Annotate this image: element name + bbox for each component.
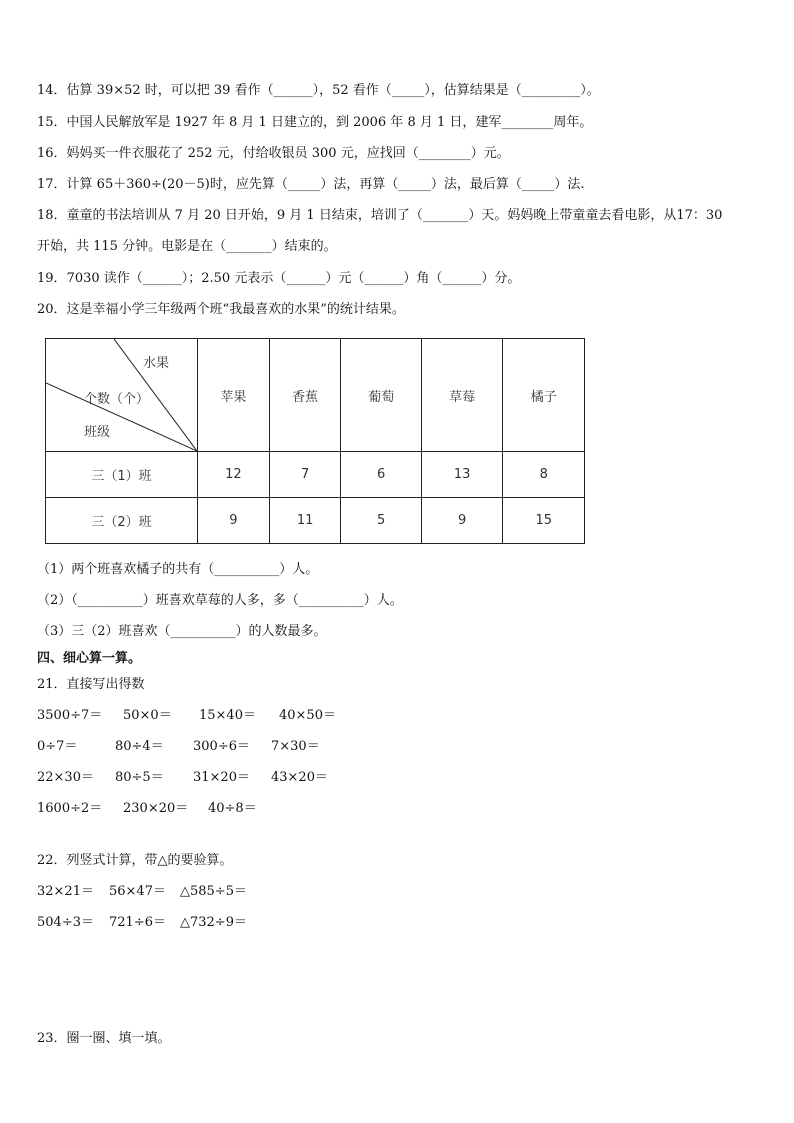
calc-item: 80÷5＝ xyxy=(115,770,164,785)
calc-item: 32×21＝ xyxy=(37,884,94,899)
corner-label-count: 个数（个） xyxy=(84,392,150,407)
question-17: 17．计算 65＋360÷(20－5)时，应先算（_____）法，再算（_____）法，最后算（_____）法. xyxy=(37,177,585,192)
question-19: 19．7030 读作（______）；2.50 元表示（______）元（______）角（______）分。 xyxy=(37,271,521,286)
fruit-header: 草莓 xyxy=(421,339,503,452)
table-cell: 12 xyxy=(198,452,270,498)
question-18-line2: 开始，共 115 分钟。电影是在（_______）结束的。 xyxy=(37,239,337,254)
sub-question-1: （1）两个班喜欢橘子的共有（__________）人。 xyxy=(37,562,319,577)
calc-item: 22×30＝ xyxy=(37,770,94,785)
calc-item: 40×50＝ xyxy=(279,708,336,723)
calc-item: 50×0＝ xyxy=(123,708,172,723)
fruit-header: 香蕉 xyxy=(269,339,341,452)
fruit-header: 葡萄 xyxy=(341,339,421,452)
table-cell: 15 xyxy=(503,498,585,544)
sub-question-3: （3）三（2）班喜欢（__________）的人数最多。 xyxy=(37,624,327,639)
table-cell: 8 xyxy=(503,452,585,498)
calc-item: 230×20＝ xyxy=(123,801,189,816)
corner-label-fruit: 水果 xyxy=(143,356,170,371)
table-header-row xyxy=(46,339,585,452)
table-cell: 5 xyxy=(341,498,421,544)
question-18-line1: 18．童童的书法培训从 7 月 20 日开始，9 月 1 日结束，培训了（_______）天。妈妈晚上带童童去看电影，从17：30 xyxy=(37,208,723,223)
class-label: 三（1）班 xyxy=(46,452,198,498)
calc-item: 721÷6＝ xyxy=(109,915,166,930)
table-cell: 9 xyxy=(198,498,270,544)
calc-item: 3500÷7＝ xyxy=(37,708,103,723)
table-row xyxy=(46,498,585,544)
corner-label-class: 班级 xyxy=(84,425,111,440)
calc-item: 43×20＝ xyxy=(271,770,328,785)
calc-item: 40÷8＝ xyxy=(208,801,257,816)
section-heading: 四、细心算一算。 xyxy=(37,651,142,666)
calc-item: 80÷4＝ xyxy=(115,739,164,754)
fruit-header: 橘子 xyxy=(503,339,585,452)
table-cell: 9 xyxy=(421,498,503,544)
table-row xyxy=(46,452,585,498)
calc-item: 1600÷2＝ xyxy=(37,801,103,816)
calc-item: 504÷3＝ xyxy=(37,915,94,930)
table-cell: 13 xyxy=(421,452,503,498)
fruit-statistics-table xyxy=(45,338,585,544)
calc-item: 31×20＝ xyxy=(193,770,250,785)
table-cell: 11 xyxy=(269,498,341,544)
calc-item: 300÷6＝ xyxy=(193,739,250,754)
sub-question-2: （2）（__________）班喜欢草莓的人多，多（__________）人。 xyxy=(37,593,403,608)
question-23: 23．圈一圈、填一填。 xyxy=(37,1031,171,1046)
question-20: 20．这是幸福小学三年级两个班“我最喜欢的水果”的统计结果。 xyxy=(37,302,405,317)
question-14: 14．估算 39×52 时，可以把 39 看作（______），52 看作（_____），估算结果是（_________）。 xyxy=(37,83,600,98)
question-22-title: 22．列竖式计算，带△的要验算。 xyxy=(37,853,233,868)
table-cell: 6 xyxy=(341,452,421,498)
calc-item: △585÷5＝ xyxy=(180,884,247,899)
calc-item: 56×47＝ xyxy=(109,884,166,899)
question-15: 15．中国人民解放军是 1927 年 8 月 1 日建立的，到 2006 年 8 月 1 日，建军________周年。 xyxy=(37,115,593,130)
calc-item: 15×40＝ xyxy=(199,708,256,723)
diagonal-header-cell xyxy=(46,339,198,452)
calc-item: △732÷9＝ xyxy=(180,915,247,930)
table-cell: 7 xyxy=(269,452,341,498)
question-21-title: 21．直接写出得数 xyxy=(37,677,145,692)
calc-item: 0÷7＝ xyxy=(37,739,78,754)
fruit-header: 苹果 xyxy=(198,339,270,452)
class-label: 三（2）班 xyxy=(46,498,198,544)
question-16: 16．妈妈买一件衣服花了 252 元，付给收银员 300 元，应找回（________）元。 xyxy=(37,146,510,161)
calc-item: 7×30＝ xyxy=(271,739,320,754)
